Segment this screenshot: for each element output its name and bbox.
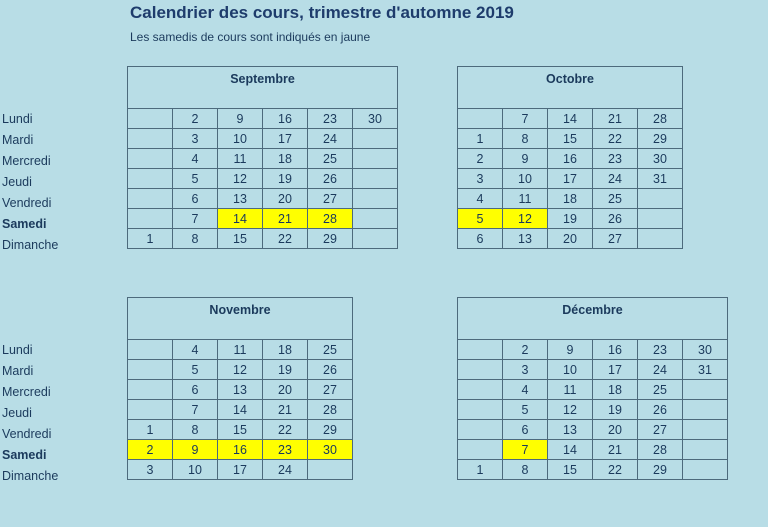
day-cell: 10 [548,360,593,380]
day-cell: 10 [173,460,218,480]
day-cell: 17 [593,360,638,380]
day-cell: 15 [548,129,593,149]
day-cell: 9 [173,440,218,460]
day-cell: 29 [308,229,353,249]
month-header: Décembre [458,298,728,340]
day-cell: 7 [173,400,218,420]
day-cell: 3 [128,460,173,480]
calendar-week-row [128,400,353,420]
calendar-week-row [128,229,398,249]
day-cell: 4 [173,340,218,360]
calendar-week-row [458,149,683,169]
day-cell: 27 [593,229,638,249]
day-cell: 8 [503,460,548,480]
day-cell: 22 [263,229,308,249]
day-cell: 24 [593,169,638,189]
empty-cell [128,400,173,420]
day-cell: 13 [218,380,263,400]
calendar-week-row [458,340,728,360]
calendar-week-row [128,189,398,209]
day-cell: 19 [593,400,638,420]
weekday-labels-bottom [2,340,58,487]
day-cell: 9 [503,149,548,169]
day-cell: 4 [173,149,218,169]
day-cell: 12 [503,209,548,229]
calendar-week-row [458,380,728,400]
weekday-labels-top [2,109,58,256]
day-cell: 28 [638,440,683,460]
day-cell: 15 [548,460,593,480]
day-cell: 9 [548,340,593,360]
calendar-week-row [128,149,398,169]
day-cell: 3 [503,360,548,380]
day-cell: 22 [593,460,638,480]
empty-cell [683,420,728,440]
month-header: Septembre [128,67,398,109]
empty-cell [128,189,173,209]
calendar-december [457,297,728,480]
day-cell: 15 [218,229,263,249]
day-cell: 8 [503,129,548,149]
day-cell: 10 [218,129,263,149]
day-cell: 6 [173,189,218,209]
day-cell: 14 [218,400,263,420]
day-cell: 13 [503,229,548,249]
empty-cell [128,209,173,229]
calendar-november [127,297,353,480]
day-cell: 25 [593,189,638,209]
calendar-week-row [128,460,353,480]
weekday-label: Vendredi [2,196,52,210]
calendar-week-row [458,360,728,380]
calendar-week-row [458,189,683,209]
day-cell: 18 [263,340,308,360]
empty-cell [353,149,398,169]
day-cell: 20 [548,229,593,249]
day-cell: 31 [683,360,728,380]
calendar-week-row [128,380,353,400]
day-cell: 21 [593,440,638,460]
day-cell: 29 [638,129,683,149]
day-cell: 5 [503,400,548,420]
day-cell: 26 [593,209,638,229]
day-cell: 20 [263,380,308,400]
day-cell: 16 [593,340,638,360]
day-cell: 24 [308,129,353,149]
day-cell: 23 [593,149,638,169]
day-cell: 5 [458,209,503,229]
weekday-label: Lundi [2,112,33,126]
day-cell: 13 [218,189,263,209]
day-cell: 14 [548,109,593,129]
day-cell: 19 [548,209,593,229]
empty-cell [638,209,683,229]
day-cell: 20 [263,189,308,209]
day-cell: 2 [458,149,503,169]
empty-cell [128,109,173,129]
empty-cell [458,109,503,129]
day-cell: 8 [173,420,218,440]
day-cell: 17 [263,129,308,149]
calendar-week-row [128,360,353,380]
day-cell: 29 [308,420,353,440]
day-cell: 14 [218,209,263,229]
day-cell: 4 [458,189,503,209]
day-cell: 19 [263,169,308,189]
empty-cell [458,380,503,400]
empty-cell [128,169,173,189]
day-cell: 24 [263,460,308,480]
day-cell: 22 [263,420,308,440]
day-cell: 1 [458,460,503,480]
empty-cell [353,169,398,189]
day-cell: 31 [638,169,683,189]
day-cell: 17 [548,169,593,189]
calendar-week-row [458,400,728,420]
month-header: Novembre [128,298,353,340]
calendar-week-row [128,109,398,129]
day-cell: 11 [503,189,548,209]
weekday-label-saturday: Samedi [2,217,47,231]
weekday-label: Mercredi [2,154,51,168]
day-cell: 28 [638,109,683,129]
empty-cell [458,340,503,360]
empty-cell [458,420,503,440]
day-cell: 6 [503,420,548,440]
day-cell: 5 [173,360,218,380]
day-cell: 27 [638,420,683,440]
weekday-label-saturday: Samedi [2,448,47,462]
day-cell: 3 [458,169,503,189]
day-cell: 21 [263,209,308,229]
day-cell: 1 [128,229,173,249]
day-cell: 2 [503,340,548,360]
calendar-week-row [128,440,353,460]
empty-cell [683,440,728,460]
day-cell: 23 [263,440,308,460]
day-cell: 9 [218,109,263,129]
day-cell: 6 [458,229,503,249]
empty-cell [458,400,503,420]
calendar-week-row [458,169,683,189]
day-cell: 23 [308,109,353,129]
calendar-week-row [128,420,353,440]
day-cell: 11 [218,340,263,360]
calendar-week-row [458,460,728,480]
month-header: Octobre [458,67,683,109]
day-cell: 1 [458,129,503,149]
day-cell: 12 [548,400,593,420]
day-cell: 30 [683,340,728,360]
day-cell: 26 [308,360,353,380]
calendar-october [457,66,683,249]
empty-cell [638,229,683,249]
day-cell: 8 [173,229,218,249]
day-cell: 26 [638,400,683,420]
calendar-week-row [128,169,398,189]
empty-cell [353,229,398,249]
calendar-week-row [458,209,683,229]
calendar-week-row [458,440,728,460]
empty-cell [128,360,173,380]
day-cell: 15 [218,420,263,440]
day-cell: 3 [173,129,218,149]
day-cell: 28 [308,209,353,229]
empty-cell [308,460,353,480]
empty-cell [683,380,728,400]
calendar-week-row [458,229,683,249]
day-cell: 12 [218,360,263,380]
day-cell: 27 [308,380,353,400]
empty-cell [683,460,728,480]
day-cell: 16 [263,109,308,129]
day-cell: 1 [128,420,173,440]
day-cell: 30 [638,149,683,169]
day-cell: 29 [638,460,683,480]
day-cell: 2 [128,440,173,460]
weekday-label: Mercredi [2,385,51,399]
day-cell: 5 [173,169,218,189]
empty-cell [458,440,503,460]
weekday-label: Mardi [2,133,34,147]
calendar-week-row [128,209,398,229]
weekday-label: Jeudi [2,175,32,189]
day-cell: 16 [548,149,593,169]
day-cell: 16 [218,440,263,460]
weekday-label: Dimanche [2,238,59,252]
day-cell: 20 [593,420,638,440]
weekday-label: Mardi [2,364,34,378]
page-title: Calendrier des cours, trimestre d'automne 2019 [130,3,514,22]
empty-cell [353,209,398,229]
empty-cell [683,400,728,420]
weekday-label: Jeudi [2,406,32,420]
weekday-label: Vendredi [2,427,52,441]
day-cell: 30 [353,109,398,129]
empty-cell [128,129,173,149]
calendar-week-row [458,129,683,149]
weekday-label: Dimanche [2,469,59,483]
day-cell: 30 [308,440,353,460]
day-cell: 18 [263,149,308,169]
day-cell: 21 [263,400,308,420]
weekday-label: Lundi [2,343,33,357]
empty-cell [638,189,683,209]
day-cell: 21 [593,109,638,129]
empty-cell [128,149,173,169]
day-cell: 13 [548,420,593,440]
empty-cell [353,189,398,209]
calendar-week-row [128,129,398,149]
day-cell: 26 [308,169,353,189]
day-cell: 10 [503,169,548,189]
empty-cell [128,340,173,360]
day-cell: 22 [593,129,638,149]
day-cell: 11 [548,380,593,400]
day-cell: 28 [308,400,353,420]
day-cell: 12 [218,169,263,189]
day-cell: 19 [263,360,308,380]
day-cell: 7 [173,209,218,229]
day-cell: 23 [638,340,683,360]
calendar-week-row [458,109,683,129]
day-cell: 25 [308,340,353,360]
day-cell: 7 [503,109,548,129]
day-cell: 18 [548,189,593,209]
day-cell: 14 [548,440,593,460]
day-cell: 4 [503,380,548,400]
day-cell: 6 [173,380,218,400]
calendar-september [127,66,398,249]
day-cell: 2 [173,109,218,129]
empty-cell [353,129,398,149]
day-cell: 7 [503,440,548,460]
page-subtitle: Les samedis de cours sont indiqués en jaune [130,30,371,44]
empty-cell [128,380,173,400]
day-cell: 17 [218,460,263,480]
empty-cell [458,360,503,380]
calendar-week-row [128,340,353,360]
calendar-week-row [458,420,728,440]
day-cell: 25 [308,149,353,169]
day-cell: 25 [638,380,683,400]
day-cell: 24 [638,360,683,380]
day-cell: 18 [593,380,638,400]
day-cell: 27 [308,189,353,209]
day-cell: 11 [218,149,263,169]
